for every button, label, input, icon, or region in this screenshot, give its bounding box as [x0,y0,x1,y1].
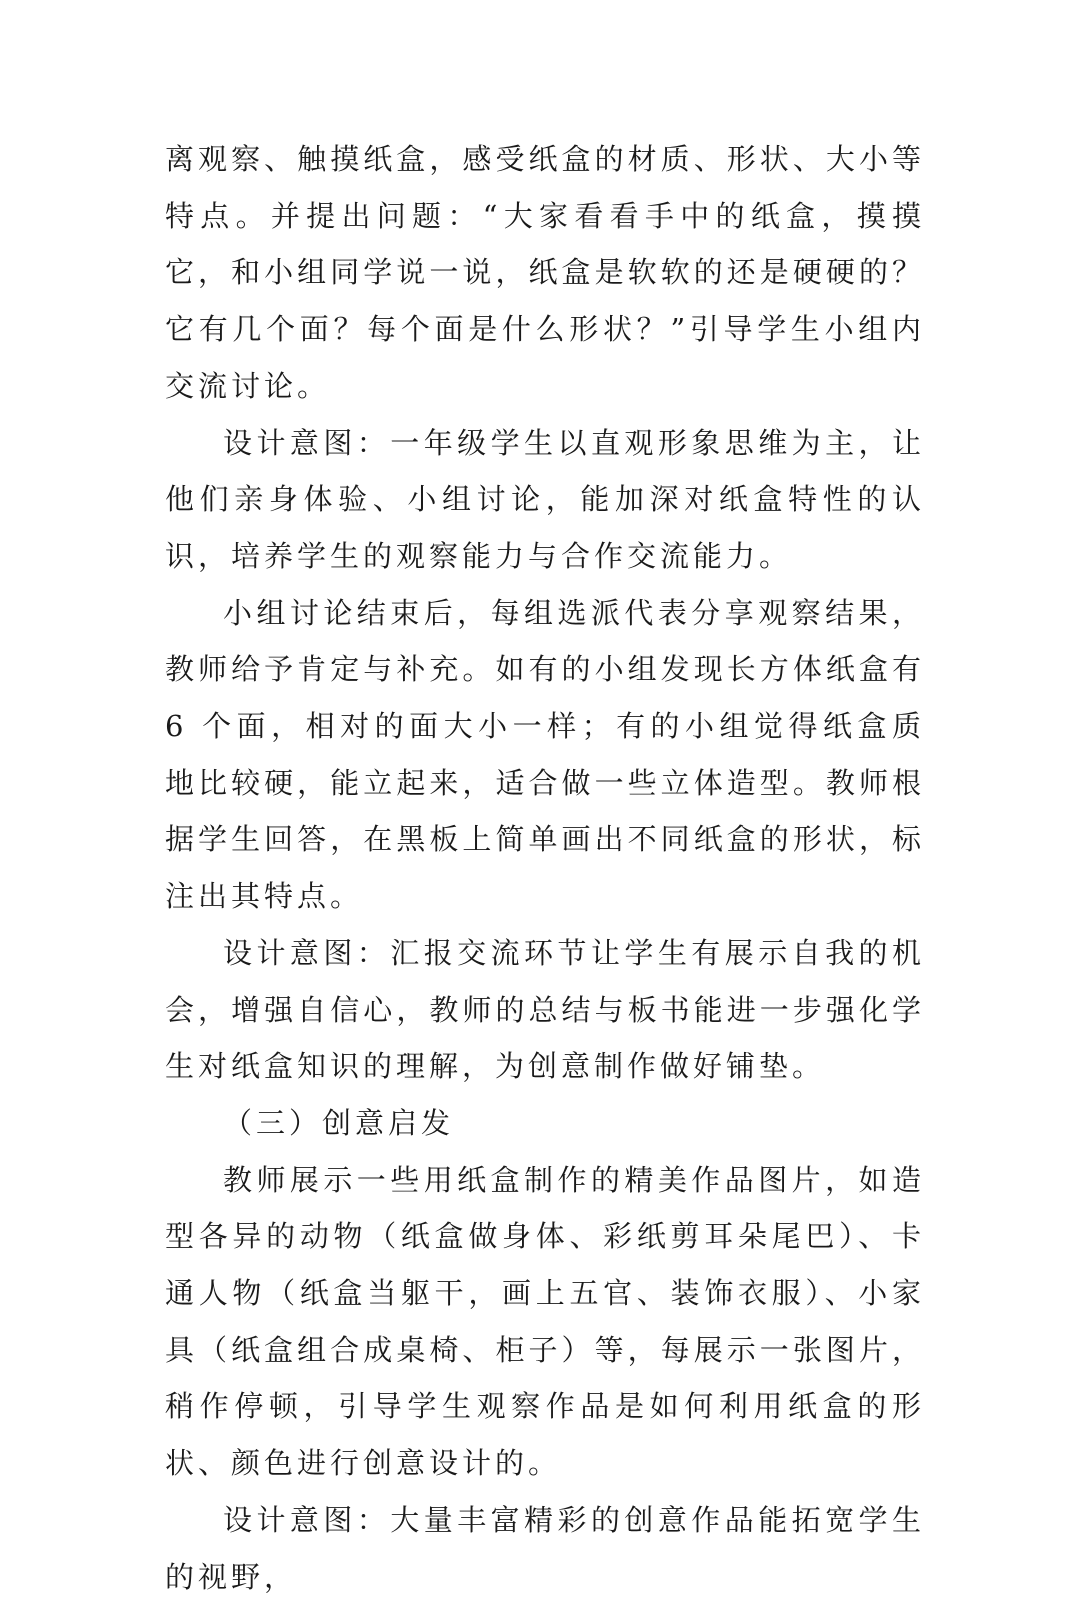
paragraph-observation-continued: 离观察、触摸纸盒，感受纸盒的材质、形状、大小等特点。并提出问题：“大家看看手中的纸盒，摸摸它，和小组同学说一说，纸盒是软软的还是硬硬的？它有几个面？每个面是什么形状？”引导学生小组内交流讨论。 [165,142,925,403]
document-body [165,131,925,1605]
paragraph-teacher-showcase: 教师展示一些用纸盒制作的精美作品图片，如造型各异的动物（纸盒做身体、彩纸剪耳朵尾巴）、卡通人物（纸盒当躯干，画上五官、装饰衣服）、小家具（纸盒组合成桌椅、柜子）等，每展示一张图片，稍作停顿，引导学生观察作品是如何利用纸盒的形状、颜色进行创意设计的。 [165,1162,925,1481]
paragraph-group-sharing: 小组讨论结束后，每组选派代表分享观察结果，教师给予肯定与补充。如有的小组发现长方体纸盒有 6 个面，相对的面大小一样；有的小组觉得纸盒质地比较硬，能立起来，适合做一些立体造型。教师根据学生回答，在黑板上简单画出不同纸盒的形状，标注出其特点。 [165,595,925,914]
paragraph-design-intent-2: 设计意图：汇报交流环节让学生有展示自我的机会，增强自信心，教师的总结与板书能进一步强化学生对纸盒知识的理解，为创意制作做好铺垫。 [165,935,925,1084]
section-heading-creative-inspiration: （三）创意启发 [223,1105,455,1140]
paragraph-design-intent-3: 设计意图：大量丰富精彩的创意作品能拓宽学生的视野， [165,1502,925,1594]
paragraph-design-intent-1: 设计意图：一年级学生以直观形象思维为主，让他们亲身体验、小组讨论，能加深对纸盒特性的认识，培养学生的观察能力与合作交流能力。 [165,425,925,573]
